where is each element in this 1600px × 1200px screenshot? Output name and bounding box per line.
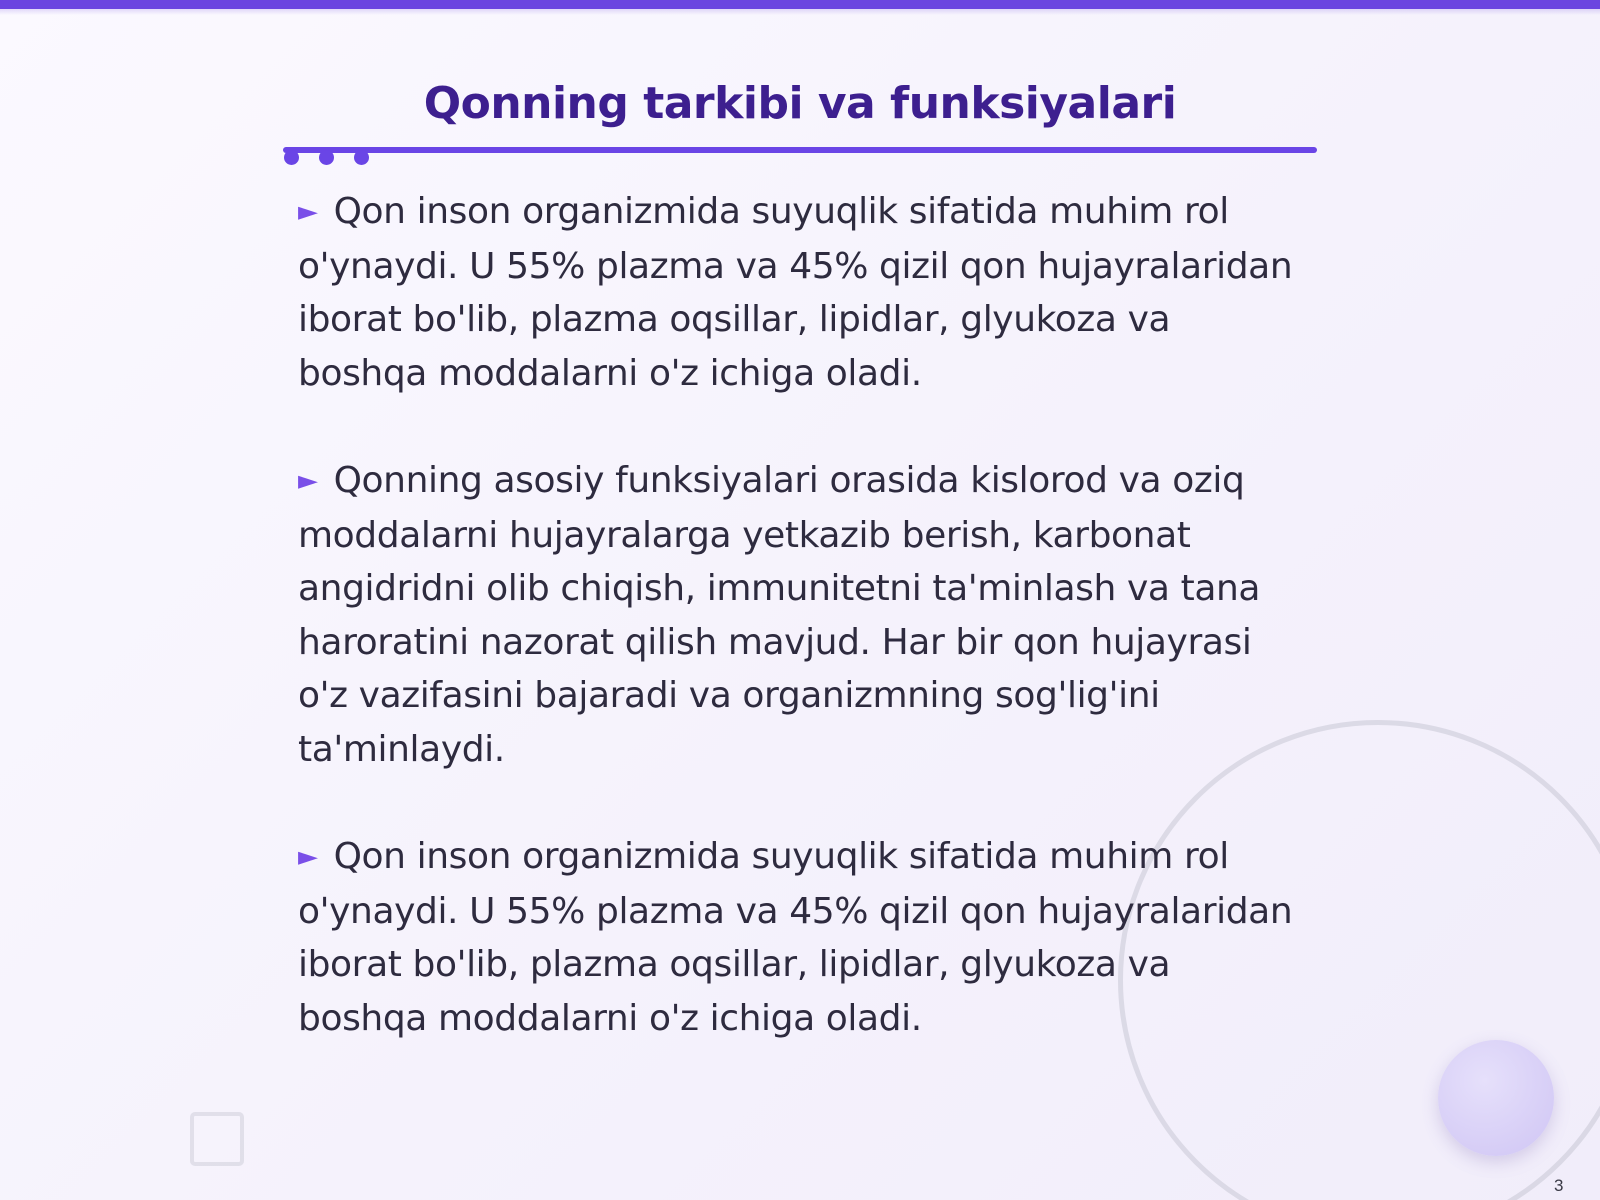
decorative-square: [190, 1112, 244, 1166]
bullet-item: [298, 454, 1308, 776]
bullet-item: [298, 830, 1308, 1045]
decorative-dot: [354, 150, 369, 165]
bullet-text: Qon inson organizmida suyuqlik sifatida muhim rol o'ynaydi. U 55% plazma va 45% qizil qon hujayralaridan iborat bo'lib, plazma oqsillar, lipidlar, glyukoza va boshqa moddalarni o'z ichiga oladi.: [298, 836, 1293, 1039]
play-arrow-icon: ►: [298, 842, 318, 872]
bullet-text: Qonning asosiy funksiyalari orasida kislorod va oziq moddalarni hujayralarga yetkazib berish, karbonat angidridni olib chiqish, immunitetni ta'minlash va tana haroratini nazorat qilish mavjud. Har bir qon hujayrasi o'z vazifasini bajaradi va organizmning sog'lig'ini ta'minlaydi.: [298, 460, 1261, 770]
decorative-dot: [284, 150, 299, 165]
decorative-dot: [319, 150, 334, 165]
decorative-circle: [1438, 1040, 1554, 1156]
play-arrow-icon: ►: [298, 197, 318, 227]
top-accent-bar-shadow: [0, 9, 1600, 15]
slide-title: Qonning tarkibi va funksiyalari: [423, 78, 1177, 129]
title-underline: [283, 147, 1317, 153]
top-accent-bar: [0, 0, 1600, 9]
page-number: 3: [1554, 1176, 1564, 1195]
bullet-item: [298, 185, 1308, 400]
bullet-list: [298, 185, 1308, 1099]
play-arrow-icon: ►: [298, 466, 318, 496]
bullet-text: Qon inson organizmida suyuqlik sifatida muhim rol o'ynaydi. U 55% plazma va 45% qizil qon hujayralaridan iborat bo'lib, plazma oqsillar, lipidlar, glyukoza va boshqa moddalarni o'z ichiga oladi.: [298, 191, 1293, 394]
